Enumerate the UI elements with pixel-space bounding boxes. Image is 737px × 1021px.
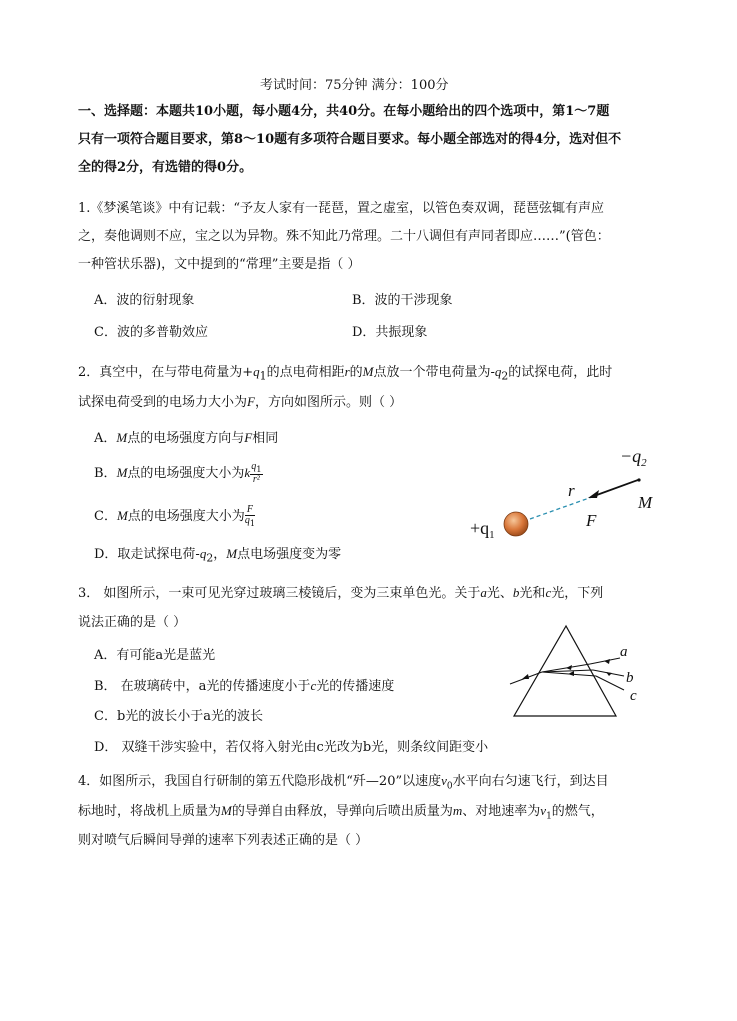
q1-stem-line3: 一种管状乐器)，文中提到的“常理”主要是指（ ） [78,257,361,272]
label-pos-q1: $+q_1$ [470,518,495,541]
q2-option-c[interactable]: C．M点的电场强度大小为 $\frac{F}{q_1}$ [94,504,256,528]
label-ray-b: b [626,670,634,686]
distance-dashed-line [530,497,592,519]
q3-option-c[interactable]: C．b光的波长小于a光的波长 [94,709,264,724]
label-m: M [638,493,653,512]
q3-option-a[interactable]: A．有可能a光是蓝光 [94,648,216,663]
q2-charge-diagram [460,440,690,560]
label-ray-c: c [630,688,637,704]
q3-stem-line1: 3． 如图所示，一束可见光穿过玻璃三棱镜后，变为三束单色光。关于a光、b光和c光，下列 [78,585,604,601]
label-r: r [568,481,575,500]
label-ray-a: a [620,644,628,660]
positive-charge-ball [504,512,528,536]
exit-arrowhead-a [604,659,610,664]
force-arrowhead [588,490,599,498]
q2-option-b[interactable]: B．M点的电场强度大小为k $\frac{q_1}{\text{r²}}$ [94,461,262,485]
q3-option-b[interactable]: B． 在玻璃砖中，a光的传播速度小于c光的传播速度 [94,678,395,694]
label-f: F [586,511,597,530]
q2-option-d[interactable]: D．取走试探电荷$-q_2$，M点电场强度变为零 [94,546,342,565]
fraction-f-over-q1: $\frac{F}{q_1}$ [244,504,256,528]
q1-option-d[interactable]: D．共振现象 [352,325,428,340]
q2-stem-line1: 2．真空中，在与带电荷量为$+q_1$的点电荷相距r的M点放一个带电荷量为$-q_2$的试探电荷，此时 [78,364,613,383]
q2-stem-line2: 试探电荷受到的电场力大小为F，方向如图所示。则（ ） [78,394,403,410]
q3-option-d[interactable]: D． 双缝干涉实验中，若仅将入射光由c光改为b光，则条纹间距变小 [94,740,489,755]
q3-stem-line2: 说法正确的是（ ） [78,615,187,630]
exam-info: 考试时间：75分钟 满分：100分 [260,78,449,93]
q2-option-a[interactable]: A．M点的电场强度方向与F相同 [94,430,279,446]
q1-option-b[interactable]: B．波的干涉现象 [352,293,453,308]
q4-stem-line1: 4．如图所示，我国自行研制的第五代隐形战机“歼—20”以速度$v_0$水平向右匀速飞行，到达目 [78,773,609,792]
section-instructions-line1: 一、选择题：本题共10小题，每小题4分，共40分。在每小题给出的四个选项中，第1～7题 [78,104,610,119]
force-arrow [594,480,638,496]
q1-option-c[interactable]: C．波的多普勒效应 [94,325,208,340]
q1-stem-line1: 1.《梦溪笔谈》中有记载：“予友人家有一琵琶，置之虚室，以管色奏双调，琵琶弦辄有声应 [78,201,605,216]
section-instructions-line2: 只有一项符合题目要求，第8～10题有多项符合题目要求。每小题全部选对的得4分，选对但不 [78,132,622,147]
q3-prism-diagram [500,620,660,720]
label-neg-q2: $-q_2$ [620,446,647,469]
q1-option-a[interactable]: A．波的衍射现象 [94,293,195,308]
fraction-q1-over-r2: $\frac{q_1}{\text{r²}}$ [251,461,262,485]
q4-stem-line3: 则对喷气后瞬间导弹的速率下列表述正确的是（ ） [78,833,369,848]
incident-ray-arrowhead [522,674,529,679]
q4-stem-line2: 标地时，将战机上质量为M的导弹自由释放，导弹向后喷出质量为m、对地速率为$v_1$的燃气， [78,803,604,822]
q1-stem-line2: 之，奏他调则不应，宝之以为异物。殊不知此乃常理。二十八调但有声同者即应……”(管色： [78,229,610,244]
section-instructions-line3: 全的得2分，有选错的得0分。 [78,160,253,175]
point-m-dot [637,478,640,481]
